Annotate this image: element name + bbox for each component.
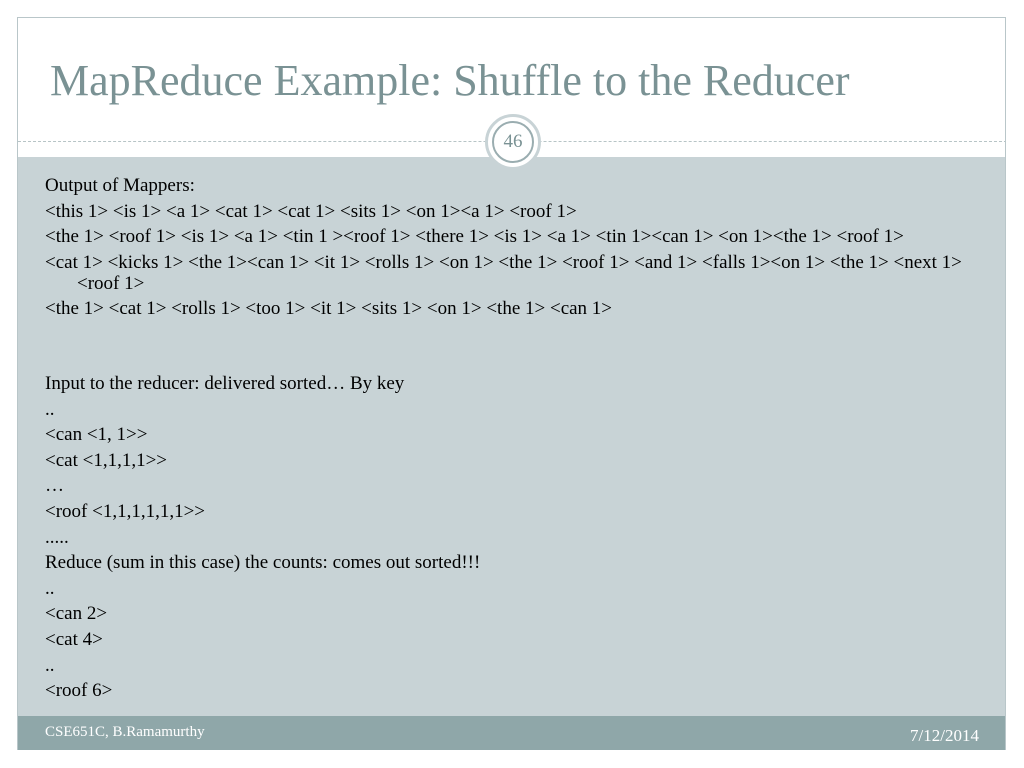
spacer [45, 324, 995, 373]
footer-date: 7/12/2014 [910, 726, 979, 745]
body-line: .. [45, 577, 55, 599]
slide-number-badge [485, 114, 541, 170]
body-line: <roof 6> [45, 680, 113, 702]
body-line: <can <1, 1>> [45, 424, 148, 446]
body-line: <cat 1> <kicks 1> <the 1><can 1> <it 1> <rolls 1> <on 1> <the 1> <roof 1> <and 1> <falls 1><on 1> <the 1> <next 1> <roof 1> [45, 251, 962, 294]
body-line: .. [45, 398, 55, 420]
body-line: <can 2> [45, 603, 108, 625]
body-line: Input to the reducer: delivered sorted… By key [45, 372, 405, 394]
body-line: <the 1> <cat 1> <rolls 1> <too 1> <it 1> <sits 1> <on 1> <the 1> <can 1> [45, 298, 613, 320]
slide-title: MapReduce Example: Shuffle to the Reducer [50, 56, 850, 105]
body-line: … [45, 475, 64, 497]
footer-author: CSE651C, B.Ramamurthy [45, 724, 205, 740]
body-line: Reduce (sum in this case) the counts: comes out sorted!!! [45, 552, 481, 574]
slide-footer [18, 716, 1006, 750]
body-line: .. [45, 654, 55, 676]
body-line: <the 1> <roof 1> <is 1> <a 1> <tin 1 ><roof 1> <there 1> <is 1> <a 1> <tin 1><can 1> <on 1><the 1> <roof 1> [45, 226, 904, 248]
body-line: <cat <1,1,1,1>> [45, 449, 168, 471]
body-line: <cat 4> [45, 628, 103, 650]
slide-number: 46 [492, 121, 534, 163]
body-line: <this 1> <is 1> <a 1> <cat 1> <cat 1> <sits 1> <on 1><a 1> <roof 1> [45, 200, 577, 222]
slide-body [45, 175, 995, 706]
body-line: ..... [45, 526, 69, 548]
slide [17, 17, 1006, 750]
body-line: Output of Mappers: [45, 175, 195, 196]
body-line: <roof <1,1,1,1,1,1>> [45, 500, 206, 522]
